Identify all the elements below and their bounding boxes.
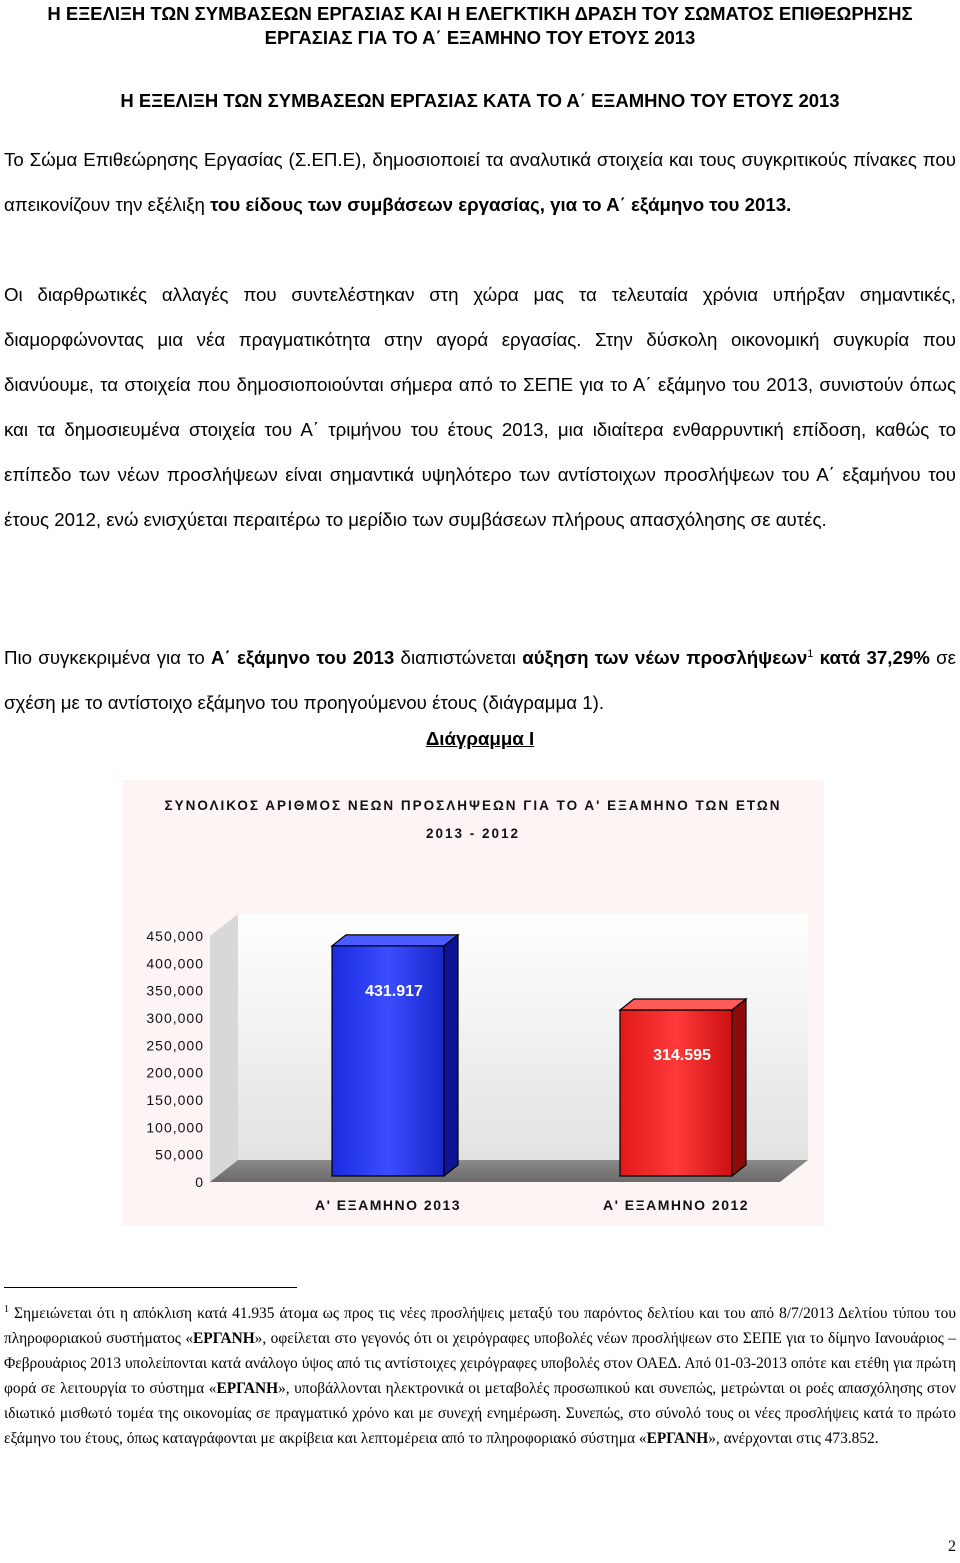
bar-side bbox=[732, 999, 746, 1176]
paragraph-intro-bold: του είδους των συμβάσεων εργασίας, για το Α΄ εξάμηνο του 2013. bbox=[210, 194, 792, 215]
y-tick-label: 100,000 bbox=[146, 1119, 204, 1136]
chart-title-line-2: 2013 - 2012 bbox=[425, 826, 521, 841]
footnote-ref[interactable]: 1 bbox=[807, 648, 814, 660]
findings-text-3: σε σχέση με το αντίστοιχο εξάμηνο του προηγούμενου έτους (διάγραμμα 1). bbox=[4, 647, 957, 714]
chart-title-line-1: ΣΥΝΟΛΙΚΟΣ ΑΡΙΘΜΟΣ ΝΕΩΝ ΠΡΟΣΛΗΨΕΩΝ ΓΙΑ ΤΟ Α' ΕΞΑΜΗΝΟ ΤΩΝ ΕΤΩΝ bbox=[164, 798, 782, 813]
y-tick-label: 0 bbox=[195, 1174, 204, 1190]
bar bbox=[620, 1010, 732, 1176]
subtitle: Η ΕΞΕΛΙΞΗ ΤΩΝ ΣΥΜΒΑΣΕΩΝ ΕΡΓΑΣΙΑΣ ΚΑΤΑ ΤΟ Α΄ ΕΞΑΜΗΝΟ ΤΟΥ ΕΤΟΥΣ 2013 bbox=[120, 90, 840, 111]
findings-bold-3: κατά 37,29% bbox=[813, 647, 930, 669]
footnote-text-1: Σημειώνεται ότι η απόκλιση κατά 41.935 άτομα ως προς τις νέες προσλήψεις μεταξύ του παρόντος δελτίου και του από 8/7/2013 Δελτίου τύπου του πληροφοριακού συστήματος « bbox=[4, 1305, 956, 1348]
bar-chart bbox=[122, 780, 824, 1226]
bar bbox=[332, 946, 444, 1176]
bar-top bbox=[620, 999, 746, 1010]
footnote-bold-2: ΕΡΓΑΝΗ bbox=[216, 1380, 279, 1398]
y-tick-label: 250,000 bbox=[146, 1037, 204, 1054]
y-tick-label: 350,000 bbox=[146, 982, 204, 999]
page-number: 2 bbox=[948, 1538, 956, 1555]
bar-top bbox=[332, 935, 458, 946]
diagram-label: Διάγραμμα Ι bbox=[425, 728, 535, 749]
paragraph-findings bbox=[4, 632, 956, 725]
footnote-separator bbox=[4, 1287, 297, 1288]
chart-side-wall bbox=[210, 914, 238, 1182]
y-tick-label: 450,000 bbox=[146, 928, 204, 944]
footnote bbox=[4, 1297, 956, 1451]
footnote-bold-3: ΕΡΓΑΝΗ bbox=[646, 1430, 709, 1448]
footnote-bold-1: ΕΡΓΑΝΗ bbox=[193, 1330, 255, 1348]
y-tick-label: 50,000 bbox=[155, 1146, 204, 1163]
footnote-text-2: », οφείλεται στο γεγονός ότι οι χειρόγραφες υποβολές νέων προσλήψεων στο ΣΕΠΕ για το δίμηνο Ιανουάριος – Φεβρουάριος 2013 υπολείπονται κατά ανάλογο ύψος από τις αντίστοιχες χειρόγραφες υποβολές στον ΟΑΕΔ. Από 01-03-2013 οπότε και ετέθη για πρώτη φορά σε λειτουργία το σύστημα « bbox=[4, 1330, 957, 1398]
findings-text-1: Πιο συγκεκριμένα για το bbox=[4, 647, 212, 669]
y-tick-label: 300,000 bbox=[146, 1010, 204, 1026]
y-tick-label: 150,000 bbox=[146, 1092, 204, 1108]
findings-bold-2: αύξηση των νέων προσλήψεων bbox=[522, 647, 808, 669]
findings-text-2: διαπιστώνεται bbox=[394, 647, 523, 669]
section-heading bbox=[0, 89, 960, 113]
title-line-2: ΕΡΓΑΣΙΑΣ ΓΙΑ ΤΟ Α΄ ΕΞΑΜΗΝΟ ΤΟΥ ΕΤΟΥΣ 2013 bbox=[264, 27, 696, 48]
findings-bold-1: Α΄ εξάμηνο του 2013 bbox=[211, 647, 395, 669]
document-title bbox=[0, 2, 960, 50]
data-label: 314.595 bbox=[653, 1047, 711, 1065]
footnote-number: 1 bbox=[4, 1304, 9, 1315]
paragraph-intro-text: Το Σώμα Επιθεώρησης Εργασίας (Σ.ΕΠ.Ε), δημοσιοποιεί τα αναλυτικά στοιχεία και τους συγκριτικούς πίνακες που απεικονίζουν την εξέλιξη bbox=[4, 149, 956, 215]
data-label: 431.917 bbox=[365, 982, 423, 1000]
paragraph-intro bbox=[4, 137, 956, 227]
paragraph-context bbox=[4, 272, 956, 542]
x-category-label: Α' ΕΞΑΜΗΝΟ 2013 bbox=[314, 1197, 462, 1213]
x-category-label: Α' ΕΞΑΜΗΝΟ 2012 bbox=[602, 1197, 750, 1213]
bar-side bbox=[444, 935, 458, 1176]
plot-area bbox=[146, 914, 808, 1213]
paragraph-context-text: Οι διαρθρωτικές αλλαγές που συντελέστηκαν στη χώρα μας τα τελευταία χρόνια υπήρξαν σημαντικές, διαμορφώνοντας μια νέα πραγματικότητα στην αγορά εργασίας. Στην δύσκολη οικονομική συγκυρία που διανύουμε, τα στοιχεία που δημοσιοποιούνται σήμερα από το ΣΕΠΕ για το Α΄ εξάμηνο του 2013, συνιστούν όπως και τα δημοσιευμένα στοιχεία του Α΄ τριμήνου του έτους 2013, μια ιδιαίτερα ενθαρρυντική επίδοση, καθώς το επίπεδο των νέων προσλήψεων είναι σημαντικά υψηλότερο των αντίστοιχων προσλήψεων του Α΄ εξαμήνου του έτους 2012, ενώ ενισχύεται περαιτέρω το μερίδιο των συμβάσεων πλήρους απασχόλησης σε αυτές. bbox=[4, 284, 956, 530]
footnote-text-4: », ανέρχονται στις 473.852. bbox=[708, 1430, 879, 1448]
title-line-1: Η ΕΞΕΛΙΞΗ ΤΩΝ ΣΥΜΒΑΣΕΩΝ ΕΡΓΑΣΙΑΣ ΚΑΙ Η ΕΛΕΓΚΤΙΚΗ ΔΡΑΣΗ ΤΟΥ ΣΩΜΑΤΟΣ ΕΠΙΘΕΩΡΗΣΗΣ bbox=[47, 3, 913, 24]
y-tick-label: 400,000 bbox=[146, 955, 204, 972]
chart-container bbox=[122, 780, 824, 1226]
footnote-text-3: », υποβάλλονται ηλεκτρονικά οι μεταβολές προσωπικού και συνεπώς, μετρώνται οι ροές απασχόλησης στον ιδιωτικό μισθωτό τομέα της οικονομίας σε πραγματικό χρόνο και με συνεχή ενημέρωση. Συνεπώς, στο σύνολό τους οι νέες προσλήψεις κατά το πρώτο εξάμηνο του έτους, όπως καταγράφονται με ακρίβεια και λεπτομέρεια από το πληροφοριακό σύστημα « bbox=[4, 1380, 956, 1448]
y-tick-label: 200,000 bbox=[146, 1064, 204, 1081]
